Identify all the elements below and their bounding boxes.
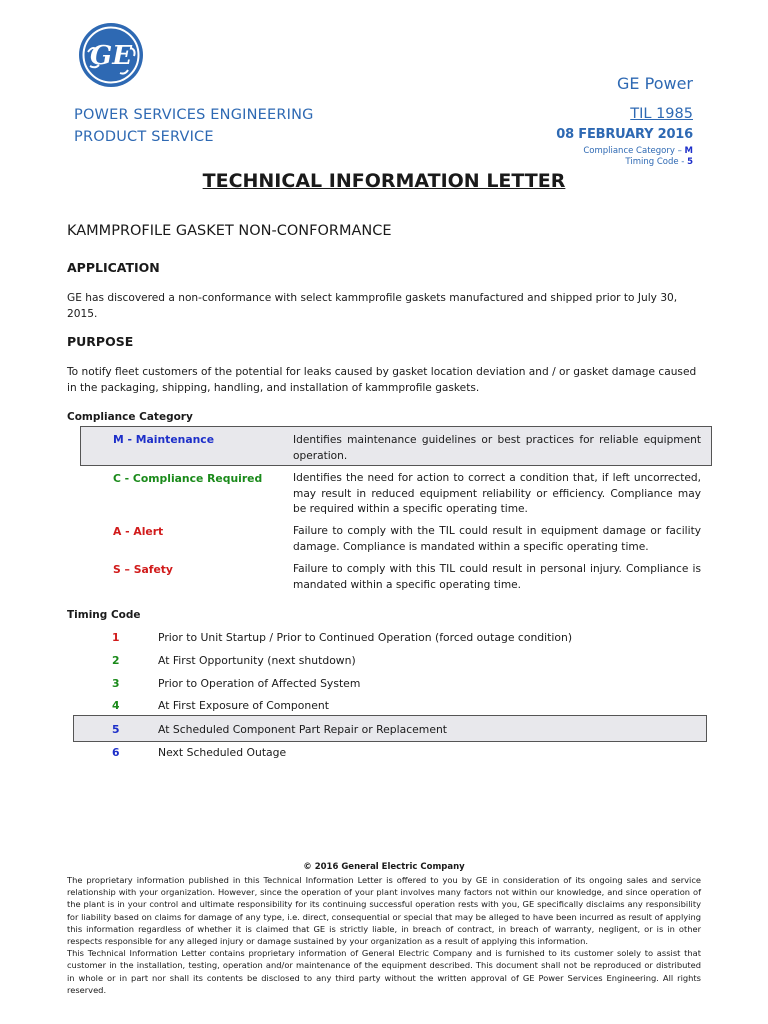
compliance-label-maintenance: M - Maintenance [113,433,215,446]
timing-desc-2: At First Opportunity (next shutdown) [158,654,356,667]
division-line-1: POWER SERVICES ENGINEERING [74,107,314,123]
timing-desc-5: At Scheduled Component Part Repair or Replacement [158,723,448,736]
ge-logo [78,22,144,88]
compliance-label-alert: A - Alert [113,525,164,538]
timing-desc-1: Prior to Unit Startup / Prior to Continued Operation (forced outage condition) [158,631,573,644]
compliance-desc-safety: Failure to comply with this TIL could result in personal injury. Compliance is mandated within a specific operating time. [293,563,701,591]
purpose-text: To notify fleet customers of the potential for leaks caused by gasket location deviation and / or gasket damage caused in the packaging, shipping, handling, and installation of kammprofile gaskets. [67,366,697,394]
logo-monogram: GE [89,41,133,71]
timing-code-6: 6 [112,746,120,759]
compliance-desc-required: Identifies the need for action to correct a condition that, if left uncorrected, may result in reduced equipment reliability or efficiency. Compliance may be required within a specific operating time. [293,472,701,515]
timing-code-value: 5 [687,157,693,167]
timing-code-2: 2 [112,654,120,667]
compliance-desc-alert: Failure to comply with the TIL could result in equipment damage or facility damage. Compliance is mandated within a specific operating time. [293,525,701,553]
timing-code-3: 3 [112,677,120,690]
timing-code-heading: Timing Code [67,609,141,621]
division-line-2: PRODUCT SERVICE [74,129,214,145]
purpose-heading: PURPOSE [67,334,134,349]
document-date: 08 FEBRUARY 2016 [556,127,693,142]
til-number: TIL 1985 [630,106,693,122]
compliance-label-required: C - Compliance Required [113,472,263,485]
compliance-category-indicator [583,146,693,156]
document-subject: KAMMPROFILE GASKET NON-CONFORMANCE [67,223,392,239]
legal-disclaimer [67,874,701,996]
copyright-notice: © 2016 General Electric Company [303,862,465,872]
compliance-category-value: M [684,146,693,156]
timing-desc-3: Prior to Operation of Affected System [158,677,361,690]
timing-code-4: 4 [112,699,120,712]
legal-paragraph-1: The proprietary information published in this Technical Information Letter is offered to you by GE in consideration of its ongoing sales and service relationship with your organization. However, since the operation of your plant involves many factors not within our knowledge, and since operation of the plant is in your control and ultimate responsibility for its continuing successful operation rests with you, GE specifically disclaims any responsibility for liability based on claims for damage of any type, i.e. direct, consequential or special that may be alleged to have been incurred as result of applying this information regardless of whether it is claimed that GE is strictly liable, in breach of contract, in breach of warranty, negligent, or is in other respects responsible for any alleged injury or damage sustained by your organization as a result of applying this information. [67,875,701,947]
document-title: TECHNICAL INFORMATION LETTER [202,170,566,192]
application-text: GE has discovered a non-conformance with select kammprofile gaskets manufactured and shipped prior to July 30, 2015. [67,292,678,320]
timing-code-5: 5 [112,723,120,736]
application-heading: APPLICATION [67,260,160,275]
compliance-category-heading: Compliance Category [67,411,193,423]
timing-desc-4: At First Exposure of Component [158,699,329,712]
compliance-category-label: Compliance Category – [583,146,682,156]
compliance-label-safety: S – Safety [113,563,173,576]
timing-desc-6: Next Scheduled Outage [158,746,287,759]
compliance-desc-maintenance: Identifies maintenance guidelines or best practices for reliable equipment operation. [293,434,701,462]
brand-name: GE Power [617,74,693,93]
timing-code-indicator [625,157,693,167]
timing-code-label: Timing Code - [625,157,685,167]
timing-code-1: 1 [112,631,120,644]
legal-paragraph-2: This Technical Information Letter contains proprietary information of General Electric Company and is furnished to its customer solely to assist that customer in the installation, testing, operation and/or maintenance of the equipment described. This document shall not be reproduced or distributed in whole or in part nor shall its contents be disclosed to any third party without the written approval of GE Power Services Engineering. All rights reserved. [67,948,701,995]
